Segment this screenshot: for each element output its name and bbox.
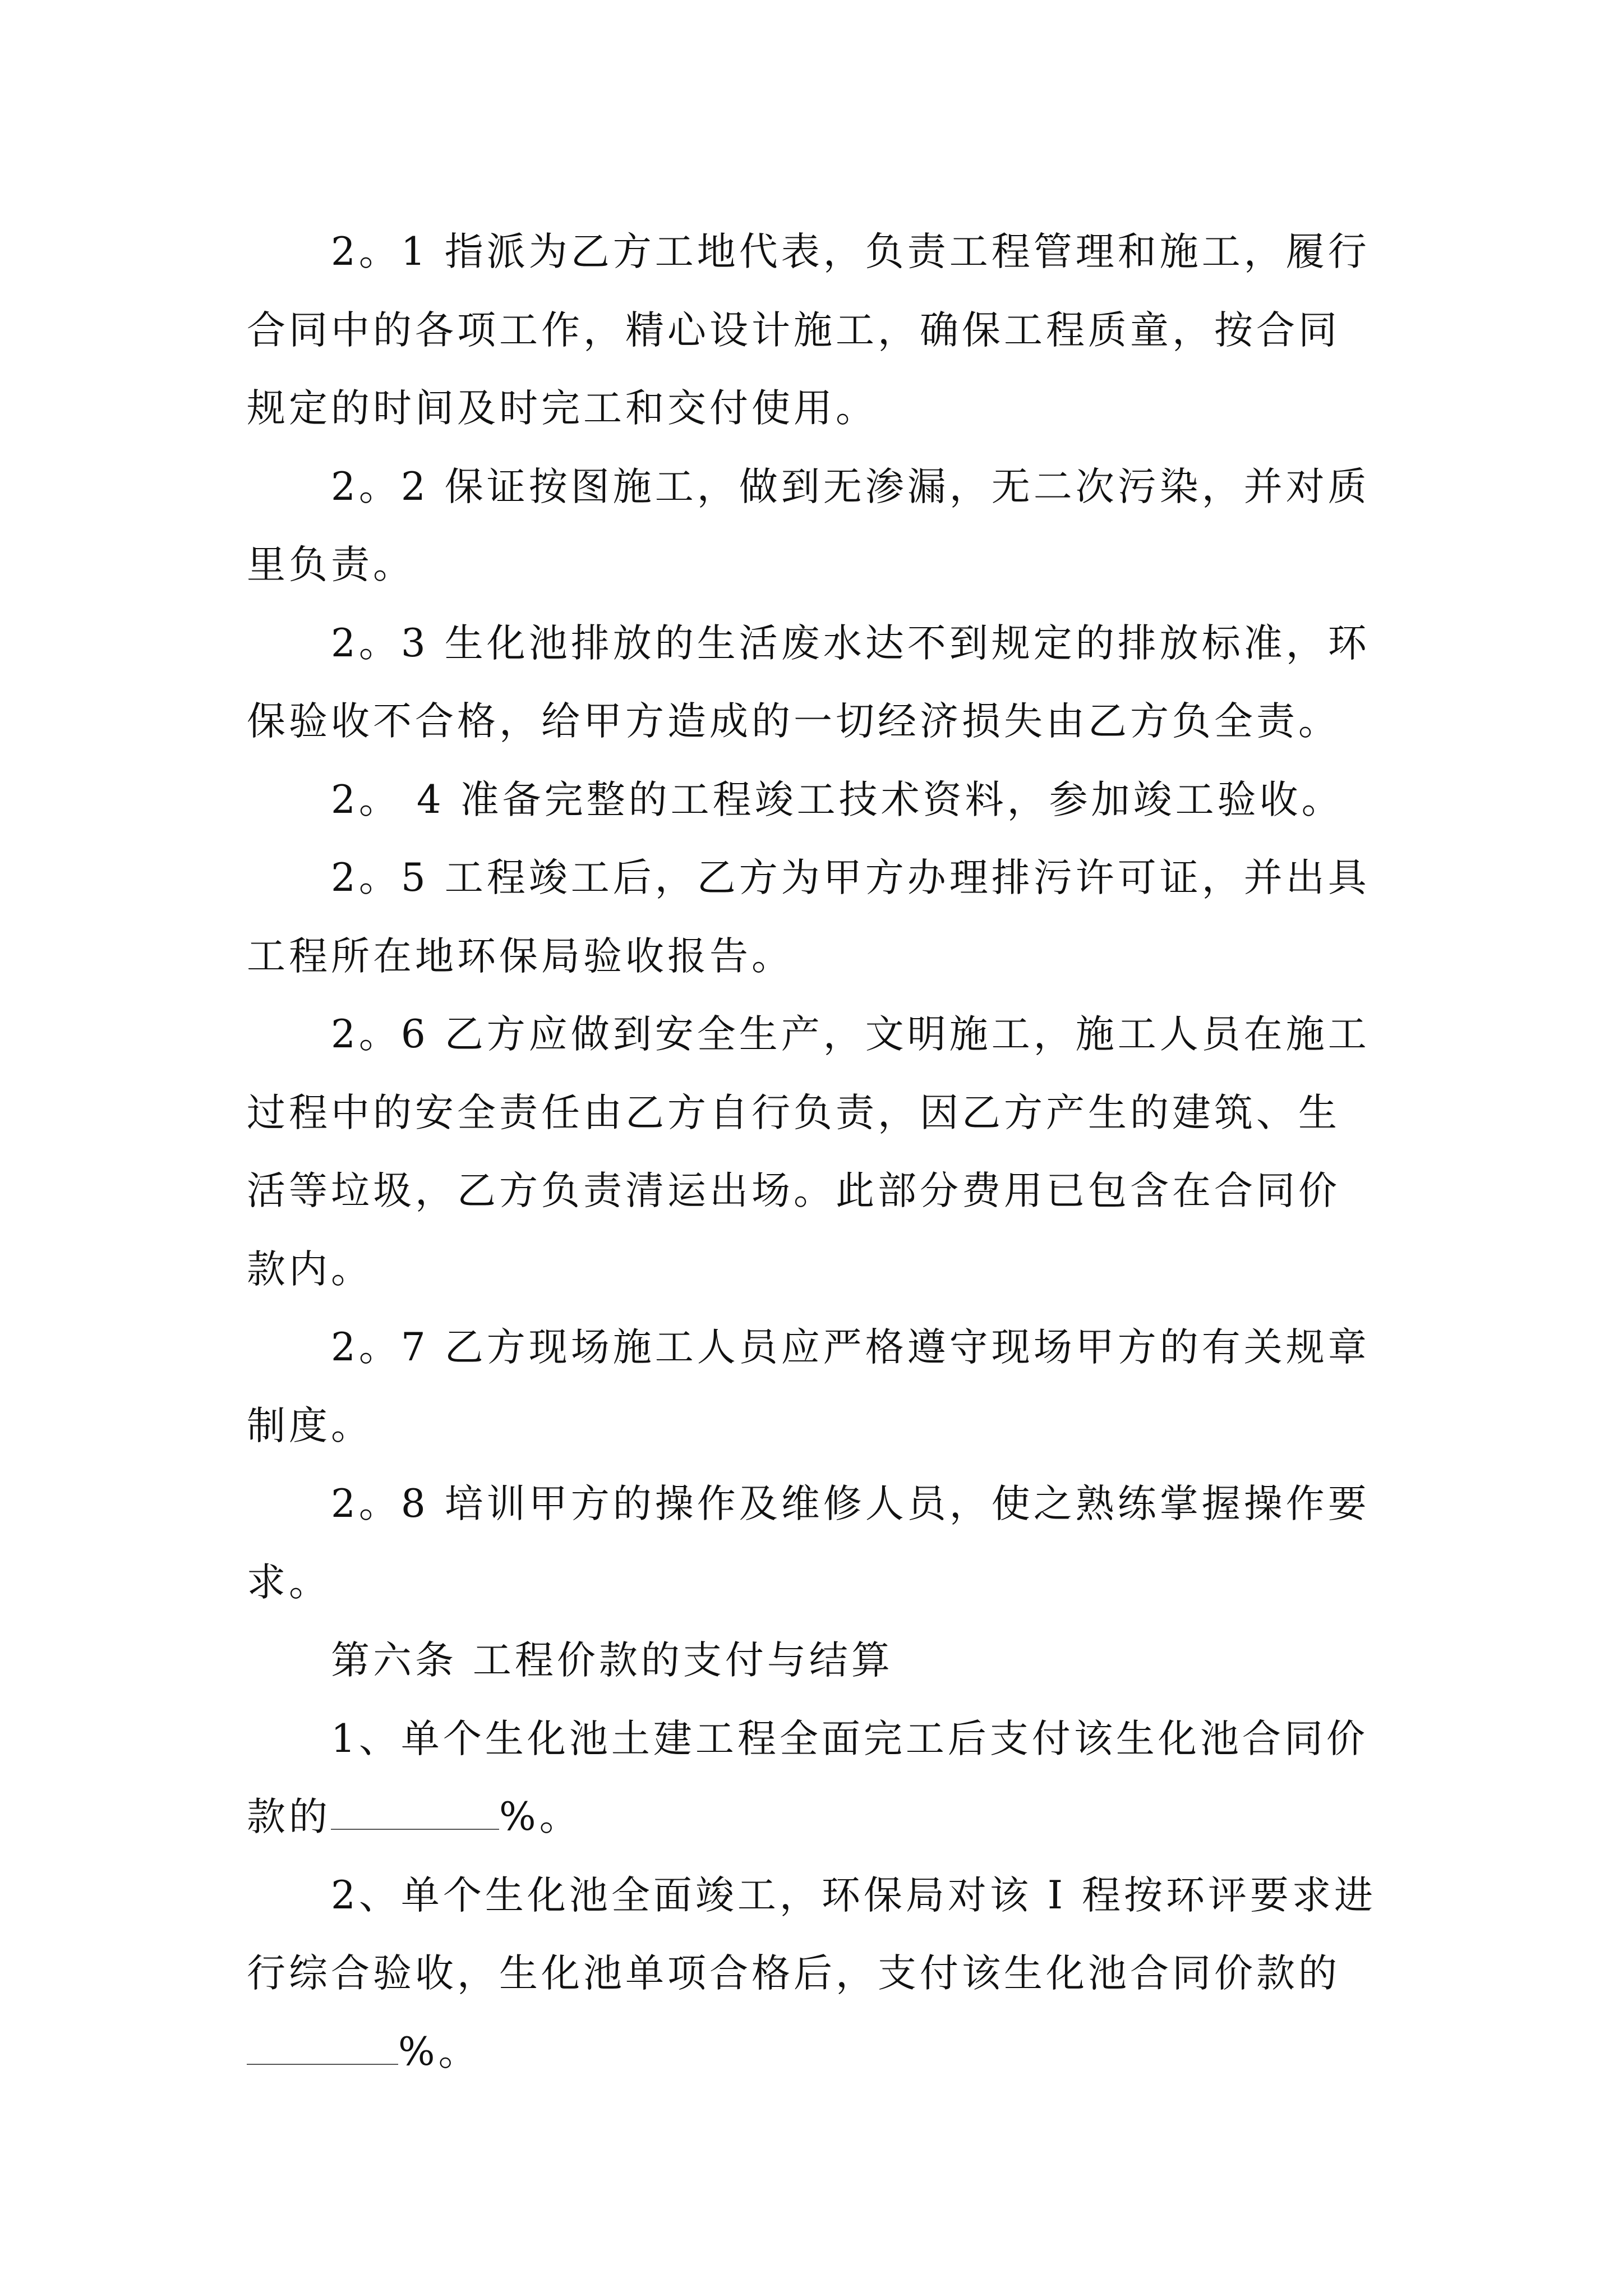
clause-2-4: 2。 4 准备完整的工程竣工技术资料，参加竣工验收。 [331, 777, 1344, 822]
payment-item-1 [247, 1700, 1380, 1857]
payment-item-2-blank [247, 2029, 398, 2065]
clause-2-7: 2。7 乙方现场施工人员应严格遵守现场甲方的有关规章制度。 [247, 1325, 1370, 1448]
clause-2-6: 2。6 乙方应做到安全生产，文明施工，施工人员在施工过程中的安全责任由乙方自行负责，因乙方产生的建筑、生活等垃圾，乙方负责清运出场。此部分费用已包含在合同价款内。 [247, 1012, 1370, 1292]
payment-item-1-text: 1、单个生化池土建工程全面完工后支付该生化池合同价款的 [247, 1716, 1368, 1839]
clause-2-3: 2。3 生化池排放的生活废水达不到规定的排放标准，环保验收不合格，给甲方造成的一切经济损失由乙方负全责。 [247, 620, 1370, 744]
clause-2-1: 2。1 指派为乙方工地代表，负责工程管理和施工，履行合同中的各项工作，精心设计施工，确保工程质童，按合同规定的时间及时完工和交付使用。 [247, 229, 1370, 431]
payment-item-2-suffix: %。 [398, 2029, 481, 2074]
payment-item-2-text: 2、单个生化池全面竣工，环保局对该 I 程按环评要求进行综合验收，生化池单项合格后，支付该生化池合同价款的 [247, 1872, 1377, 1996]
clause-2-5: 2。5 工程竣工后，乙方为甲方办理排污许可证，并出具工程所在地环保局验收报告。 [247, 855, 1370, 979]
section-heading: 第六条 工程价款的支付与结算 [331, 1638, 893, 1683]
payment-item-1-suffix: %。 [499, 1795, 582, 1839]
document-body [247, 213, 1380, 2091]
payment-item-1-blank [331, 1794, 499, 1830]
clause-2-8: 2。8 培训甲方的操作及维修人员，使之熟练掌握操作要求。 [247, 1481, 1370, 1605]
payment-item-2 [247, 1857, 1380, 2092]
clause-2-2: 2。2 保证按图施工，做到无渗漏，无二次污染，并对质里负责。 [247, 464, 1370, 587]
